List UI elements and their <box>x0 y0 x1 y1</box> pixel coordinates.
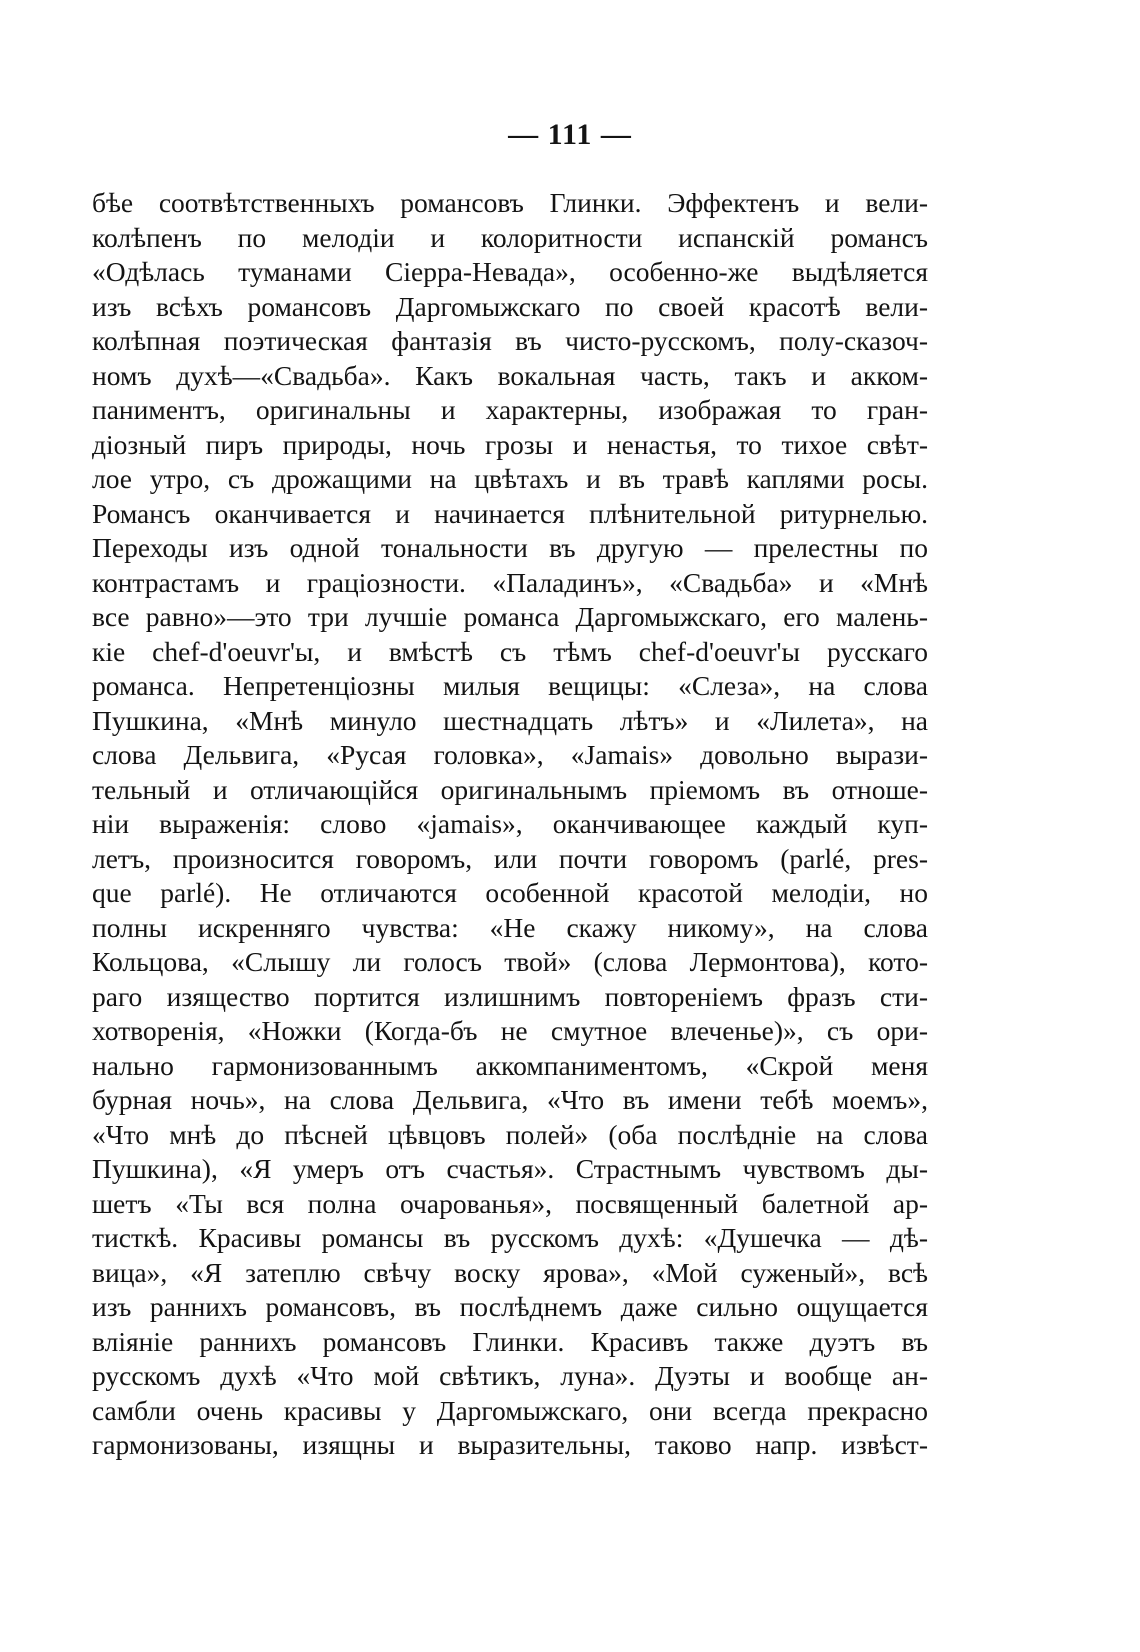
text-line: полны искренняго чувства: «Не скажу никому», на слова <box>92 911 928 943</box>
text-line: колѣпенъ по мелодіи и колоритности испанскій романсъ <box>92 221 928 253</box>
text-line: тисткѣ. Красивы романсы въ русскомъ духѣ: «Душечка — дѣ- <box>92 1222 928 1253</box>
text-line: хотворенія, «Ножки (Когда-бъ не смутное влеченье)», съ ори- <box>92 1015 928 1046</box>
text-line: тельный и отличающійся оригинальнымъ пріемомъ въ отноше- <box>92 773 928 805</box>
text-line: кіе chef-d'oeuvr'ы, и вмѣстѣ съ тѣмъ chef-d'oeuvr'ы русскаго <box>92 635 928 667</box>
page-number: — 111 — <box>508 118 632 151</box>
text-line: «Одѣлась туманами Сіерра-Невада», особенно-же выдѣляется <box>92 256 928 287</box>
body-text <box>92 186 928 1463</box>
text-line: летъ, произносится говоромъ, или почти говоромъ (parlé, pres- <box>92 842 928 874</box>
text-line: шетъ «Ты вся полна очарованья», посвященный балетной ар- <box>92 1187 928 1219</box>
text-line: Романсъ оканчивается и начинается плѣнительной ритурнелью. <box>92 497 928 529</box>
text-line: романса. Непретенціозны милыя вещицы: «Слеза», на слова <box>92 670 928 701</box>
text-line: гармонизованы, изящны и выразительны, таково напр. извѣст- <box>92 1429 928 1460</box>
text-line: раго изящество портится излишнимъ повтореніемъ фразъ сти- <box>92 980 928 1012</box>
text-line: колѣпная поэтическая фантазія въ чисто-русскомъ, полу-сказоч- <box>92 325 928 356</box>
text-line: Пушкина), «Я умеръ отъ счастья». Страстнымъ чувствомъ ды- <box>92 1153 928 1184</box>
text-line: бѣе соотвѣтственныхъ романсовъ Глинки. Эффектенъ и вели- <box>92 187 928 218</box>
text-line: паниментъ, оригинальны и характерны, изображая то гран- <box>92 394 928 425</box>
text-line: контрастамъ и граціозности. «Паладинъ», «Свадьба» и «Мнѣ <box>92 566 928 598</box>
text-line: ніи выраженія: слово «jamais», оканчивающее каждый куп- <box>92 808 928 839</box>
text-line: русскомъ духѣ «Что мой свѣтикъ, луна». Дуэты и вообще ан- <box>92 1360 928 1391</box>
text-line: діозный пиръ природы, ночь грозы и ненастья, то тихое свѣт- <box>92 428 928 460</box>
text-line: все равно»—это три лучшіе романса Даргомыжскаго, его малень- <box>92 601 928 632</box>
text-line: вліяніе раннихъ романсовъ Глинки. Красивъ также дуэтъ въ <box>92 1325 928 1357</box>
text-line: нально гармонизованнымъ аккомпаниментомъ, «Скрой меня <box>92 1049 928 1081</box>
text-line: номъ духѣ—«Свадьба». Какъ вокальная часть, такъ и акком- <box>92 359 928 391</box>
text-line: вица», «Я затеплю свѣчу воску ярова», «Мой суженый», всѣ <box>92 1256 928 1288</box>
text-line: изъ раннихъ романсовъ, въ послѣднемъ даже сильно ощущается <box>92 1291 928 1322</box>
text-line: «Что мнѣ до пѣсней цѣвцовъ полей» (оба послѣдніе на слова <box>92 1118 928 1150</box>
text-line: Кольцова, «Слышу ли голосъ твой» (слова Лермонтова), кото- <box>92 946 928 977</box>
text-line: Пушкина, «Мнѣ минуло шестнадцать лѣтъ» и «Лилета», на <box>92 704 928 736</box>
text-line: изъ всѣхъ романсовъ Даргомыжскаго по своей красотѣ вели- <box>92 290 928 322</box>
text-line: слова Дельвига, «Русая головка», «Jamais» довольно вырази- <box>92 739 928 770</box>
text-line: самбли очень красивы у Даргомыжскаго, они всегда прекрасно <box>92 1394 928 1426</box>
text-line: que parlé). Не отличаются особенной красотой мелодіи, но <box>92 877 928 908</box>
text-line: бурная ночь», на слова Дельвига, «Что въ имени тебѣ моемъ», <box>92 1084 928 1115</box>
text-line: Переходы изъ одной тональности въ другую — прелестны по <box>92 532 928 563</box>
text-line: лое утро, съ дрожащими на цвѣтахъ и въ травѣ каплями росы. <box>92 463 928 494</box>
